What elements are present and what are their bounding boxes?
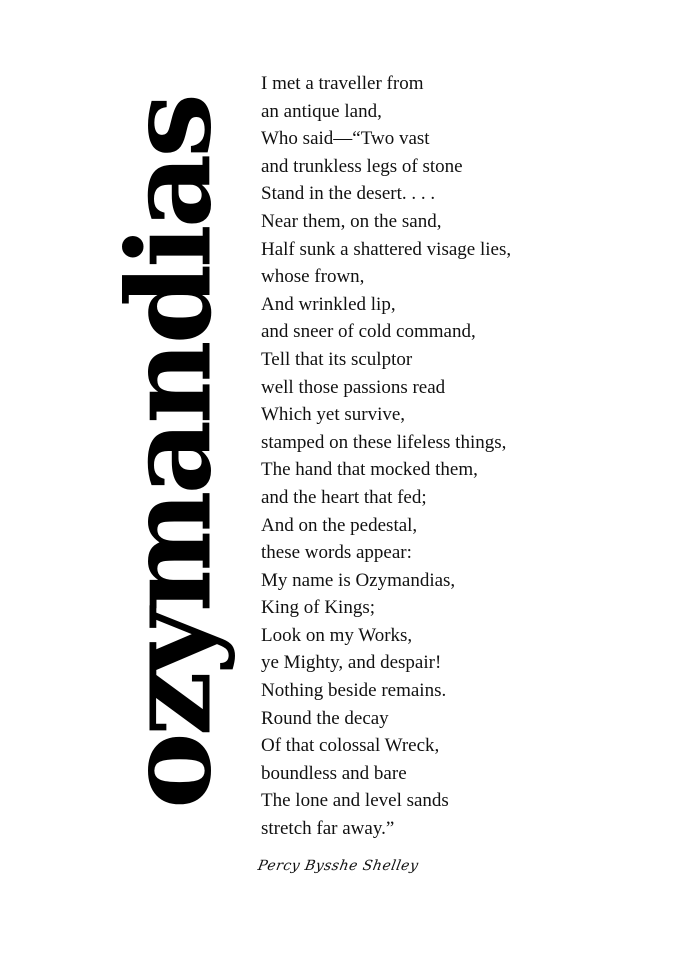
poem-line: and trunkless legs of stone (261, 155, 463, 177)
poem-line: And wrinkled lip, (261, 293, 396, 315)
poem-line: My name is Ozymandias, (261, 569, 456, 591)
poem-line: stretch far away.” (261, 818, 395, 840)
poem-line: The lone and level sands (261, 790, 449, 812)
poem-line: Which yet survive, (261, 404, 406, 426)
poem-line: Nothing beside remains. (261, 680, 447, 702)
poem-line: whose frown, (261, 266, 365, 288)
poem-line: King of Kings; (261, 597, 375, 619)
poem-body (261, 70, 661, 843)
poem-line: Tell that its sculptor (261, 348, 413, 370)
poem-line: these words appear: (261, 542, 412, 564)
poem-line: Of that colossal Wreck, (261, 735, 440, 757)
poem-line: and sneer of cold command, (261, 321, 476, 343)
poem-line: boundless and bare (261, 762, 407, 784)
poem-line: stamped on these lifeless things, (261, 431, 507, 453)
author-signature: Percy Bysshe Shelley (256, 858, 420, 874)
poem-title: ozymandias (102, 97, 238, 809)
poem-line: well those passions read (261, 376, 446, 398)
title-container (102, 68, 238, 838)
poem-line: And on the pedestal, (261, 514, 418, 536)
poem-line: ye Mighty, and despair! (261, 652, 442, 674)
poem-line: The hand that mocked them, (261, 459, 478, 481)
poem-line: Near them, on the sand, (261, 210, 442, 232)
poem-line: I met a traveller from (261, 73, 424, 94)
poem-line: Stand in the desert. . . . (261, 183, 436, 205)
poem-line: and the heart that fed; (261, 486, 427, 508)
poem-line: an antique land, (261, 100, 382, 122)
poem-line: Look on my Works, (261, 624, 413, 646)
poem-line: Who said—“Two vast (261, 128, 430, 150)
poem-line: Half sunk a shattered visage lies, (261, 238, 512, 260)
poem-line: Round the decay (261, 707, 389, 729)
